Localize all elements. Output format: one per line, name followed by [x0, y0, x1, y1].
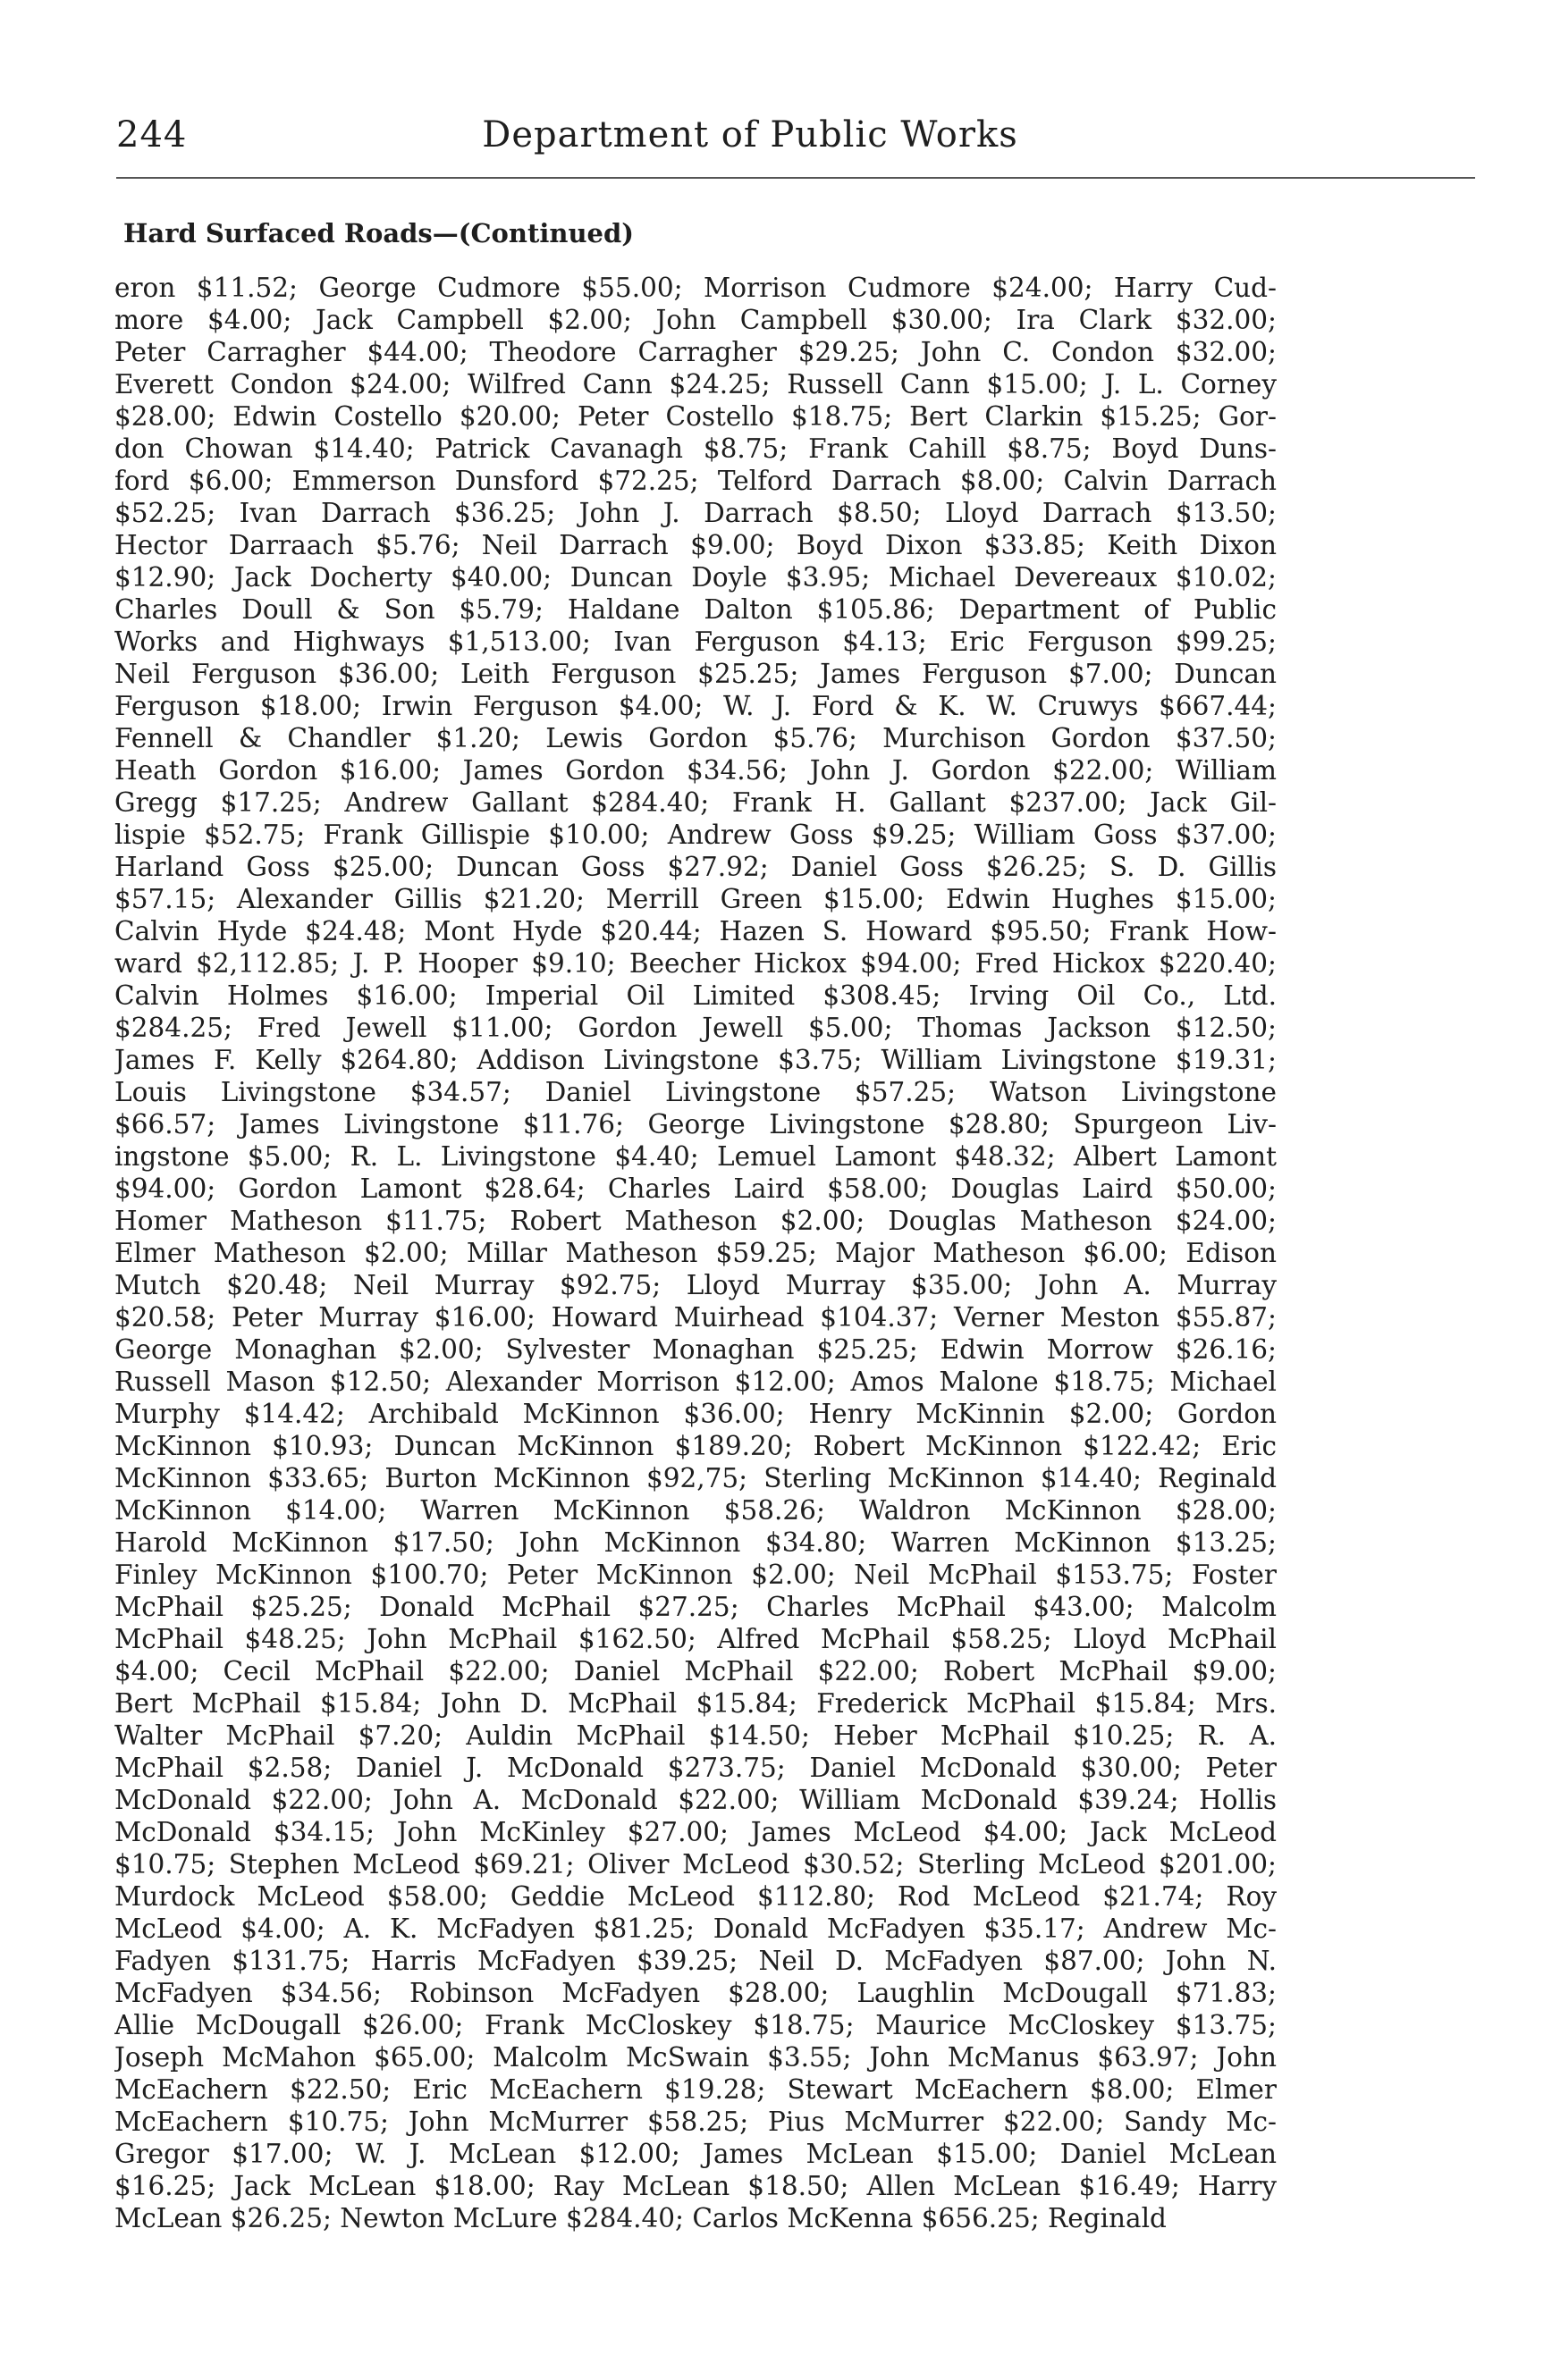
- text-line: eron $11.52; George Cudmore $55.00; Morrison Cudmore $24.00; Harry Cud-: [114, 273, 1277, 303]
- text-line: $16.25; Jack McLean $18.00; Ray McLean $18.50; Allen McLean $16.49; Harry: [114, 2171, 1277, 2201]
- text-line: Heath Gordon $16.00; James Gordon $34.56; John J. Gordon $22.00; William: [114, 755, 1277, 786]
- body-text: [114, 272, 1277, 2234]
- text-line: Everett Condon $24.00; Wilfred Cann $24.25; Russell Cann $15.00; J. L. Corney: [114, 369, 1277, 399]
- text-line: McPhail $48.25; John McPhail $162.50; Alfred McPhail $58.25; Lloyd McPhail: [114, 1624, 1277, 1654]
- text-line: McEachern $10.75; John McMurrer $58.25; Pius McMurrer $22.00; Sandy Mc-: [114, 2107, 1277, 2137]
- text-line: $12.90; Jack Docherty $40.00; Duncan Doyle $3.95; Michael Devereaux $10.02;: [114, 562, 1277, 593]
- text-line: Russell Mason $12.50; Alexander Morrison $12.00; Amos Malone $18.75; Michael: [114, 1367, 1277, 1397]
- text-line: Mutch $20.48; Neil Murray $92.75; Lloyd Murray $35.00; John A. Murray: [114, 1270, 1277, 1300]
- text-line: ford $6.00; Emmerson Dunsford $72.25; Telford Darrach $8.00; Calvin Darrach: [114, 466, 1277, 496]
- text-line: McEachern $22.50; Eric McEachern $19.28; Stewart McEachern $8.00; Elmer: [114, 2074, 1277, 2105]
- text-line: Fennell & Chandler $1.20; Lewis Gordon $5.76; Murchison Gordon $37.50;: [114, 723, 1277, 753]
- text-line: $57.15; Alexander Gillis $21.20; Merrill Green $15.00; Edwin Hughes $15.00;: [114, 884, 1277, 914]
- text-line: lispie $52.75; Frank Gillispie $10.00; Andrew Goss $9.25; William Goss $37.00;: [114, 820, 1277, 850]
- text-line: McLeod $4.00; A. K. McFadyen $81.25; Donald McFadyen $35.17; Andrew Mc-: [114, 1913, 1277, 1944]
- header-rule: [116, 177, 1475, 179]
- text-line: $28.00; Edwin Costello $20.00; Peter Costello $18.75; Bert Clarkin $15.25; Gor-: [114, 401, 1277, 432]
- text-line: ward $2,112.85; J. P. Hooper $9.10; Beecher Hickox $94.00; Fred Hickox $220.40;: [114, 948, 1277, 979]
- text-line: Harold McKinnon $17.50; John McKinnon $34.80; Warren McKinnon $13.25;: [114, 1527, 1277, 1558]
- text-line: $52.25; Ivan Darrach $36.25; John J. Darrach $8.50; Lloyd Darrach $13.50;: [114, 498, 1277, 528]
- text-line: $66.57; James Livingstone $11.76; George Livingstone $28.80; Spurgeon Liv-: [114, 1109, 1277, 1140]
- section-heading: Hard Surfaced Roads—(Continued): [123, 218, 634, 248]
- running-head-title: Department of Public Works: [482, 114, 1018, 156]
- text-line: Joseph McMahon $65.00; Malcolm McSwain $3.55; John McManus $63.97; John: [114, 2042, 1277, 2073]
- text-line: Calvin Hyde $24.48; Mont Hyde $20.44; Hazen S. Howard $95.50; Frank How-: [114, 916, 1277, 946]
- text-line: Louis Livingstone $34.57; Daniel Livingstone $57.25; Watson Livingstone: [114, 1077, 1277, 1107]
- text-line: Murdock McLeod $58.00; Geddie McLeod $112.80; Rod McLeod $21.74; Roy: [114, 1881, 1277, 1912]
- text-line: McLean $26.25; Newton McLure $284.40; Carlos McKenna $656.25; Reginald: [114, 2203, 1167, 2233]
- text-line: McDonald $22.00; John A. McDonald $22.00; William McDonald $39.24; Hollis: [114, 1785, 1277, 1815]
- text-line: Fadyen $131.75; Harris McFadyen $39.25; Neil D. McFadyen $87.00; John N.: [114, 1946, 1277, 1976]
- text-line: $20.58; Peter Murray $16.00; Howard Muirhead $104.37; Verner Meston $55.87;: [114, 1302, 1277, 1333]
- text-line: George Monaghan $2.00; Sylvester Monaghan $25.25; Edwin Morrow $26.16;: [114, 1334, 1277, 1365]
- page-number: 244: [116, 114, 188, 156]
- text-line: Harland Goss $25.00; Duncan Goss $27.92; Daniel Goss $26.25; S. D. Gillis: [114, 852, 1277, 882]
- text-line: Allie McDougall $26.00; Frank McCloskey $18.75; Maurice McCloskey $13.75;: [114, 2010, 1277, 2040]
- text-line: $4.00; Cecil McPhail $22.00; Daniel McPhail $22.00; Robert McPhail $9.00;: [114, 1656, 1277, 1686]
- text-line: Works and Highways $1,513.00; Ivan Ferguson $4.13; Eric Ferguson $99.25;: [114, 627, 1277, 657]
- text-line: McKinnon $10.93; Duncan McKinnon $189.20; Robert McKinnon $122.42; Eric: [114, 1431, 1277, 1461]
- text-line: Bert McPhail $15.84; John D. McPhail $15.84; Frederick McPhail $15.84; Mrs.: [114, 1688, 1277, 1719]
- text-line: Murphy $14.42; Archibald McKinnon $36.00; Henry McKinnin $2.00; Gordon: [114, 1399, 1277, 1429]
- text-line: McPhail $25.25; Donald McPhail $27.25; Charles McPhail $43.00; Malcolm: [114, 1592, 1277, 1622]
- text-line: James F. Kelly $264.80; Addison Livingstone $3.75; William Livingstone $19.31;: [114, 1045, 1277, 1075]
- text-line: don Chowan $14.40; Patrick Cavanagh $8.75; Frank Cahill $8.75; Boyd Duns-: [114, 433, 1277, 464]
- text-line: ingstone $5.00; R. L. Livingstone $4.40; Lemuel Lamont $48.32; Albert Lamont: [114, 1141, 1277, 1172]
- text-line: Elmer Matheson $2.00; Millar Matheson $59.25; Major Matheson $6.00; Edison: [114, 1238, 1277, 1268]
- text-line: McKinnon $14.00; Warren McKinnon $58.26; Waldron McKinnon $28.00;: [114, 1495, 1277, 1526]
- text-line: Calvin Holmes $16.00; Imperial Oil Limited $308.45; Irving Oil Co., Ltd.: [114, 980, 1277, 1011]
- text-line: Ferguson $18.00; Irwin Ferguson $4.00; W. J. Ford & K. W. Cruwys $667.44;: [114, 691, 1277, 721]
- text-line: Peter Carragher $44.00; Theodore Carragher $29.25; John C. Condon $32.00;: [114, 337, 1277, 367]
- text-line: more $4.00; Jack Campbell $2.00; John Campbell $30.00; Ira Clark $32.00;: [114, 305, 1277, 335]
- text-line: Gregor $17.00; W. J. McLean $12.00; James McLean $15.00; Daniel McLean: [114, 2139, 1277, 2169]
- text-line: Homer Matheson $11.75; Robert Matheson $2.00; Douglas Matheson $24.00;: [114, 1206, 1277, 1236]
- text-line: McFadyen $34.56; Robinson McFadyen $28.00; Laughlin McDougall $71.83;: [114, 1978, 1277, 2008]
- text-line: Finley McKinnon $100.70; Peter McKinnon $2.00; Neil McPhail $153.75; Foster: [114, 1560, 1277, 1590]
- text-line: Neil Ferguson $36.00; Leith Ferguson $25.25; James Ferguson $7.00; Duncan: [114, 659, 1277, 689]
- text-line: Hector Darraach $5.76; Neil Darrach $9.00; Boyd Dixon $33.85; Keith Dixon: [114, 530, 1277, 560]
- page-header: [116, 114, 1384, 168]
- text-line: $10.75; Stephen McLeod $69.21; Oliver McLeod $30.52; Sterling McLeod $201.00;: [114, 1849, 1277, 1880]
- text-line: $94.00; Gordon Lamont $28.64; Charles Laird $58.00; Douglas Laird $50.00;: [114, 1173, 1277, 1204]
- text-line: Charles Doull & Son $5.79; Haldane Dalton $105.86; Department of Public: [114, 594, 1277, 625]
- text-line: Walter McPhail $7.20; Auldin McPhail $14.50; Heber McPhail $10.25; R. A.: [114, 1720, 1277, 1751]
- text-line: Gregg $17.25; Andrew Gallant $284.40; Frank H. Gallant $237.00; Jack Gil-: [114, 787, 1277, 818]
- text-line: McPhail $2.58; Daniel J. McDonald $273.75; Daniel McDonald $30.00; Peter: [114, 1753, 1277, 1783]
- text-line: McDonald $34.15; John McKinley $27.00; James McLeod $4.00; Jack McLeod: [114, 1817, 1277, 1847]
- text-line: McKinnon $33.65; Burton McKinnon $92,75; Sterling McKinnon $14.40; Reginald: [114, 1463, 1277, 1493]
- text-line: $284.25; Fred Jewell $11.00; Gordon Jewell $5.00; Thomas Jackson $12.50;: [114, 1013, 1277, 1043]
